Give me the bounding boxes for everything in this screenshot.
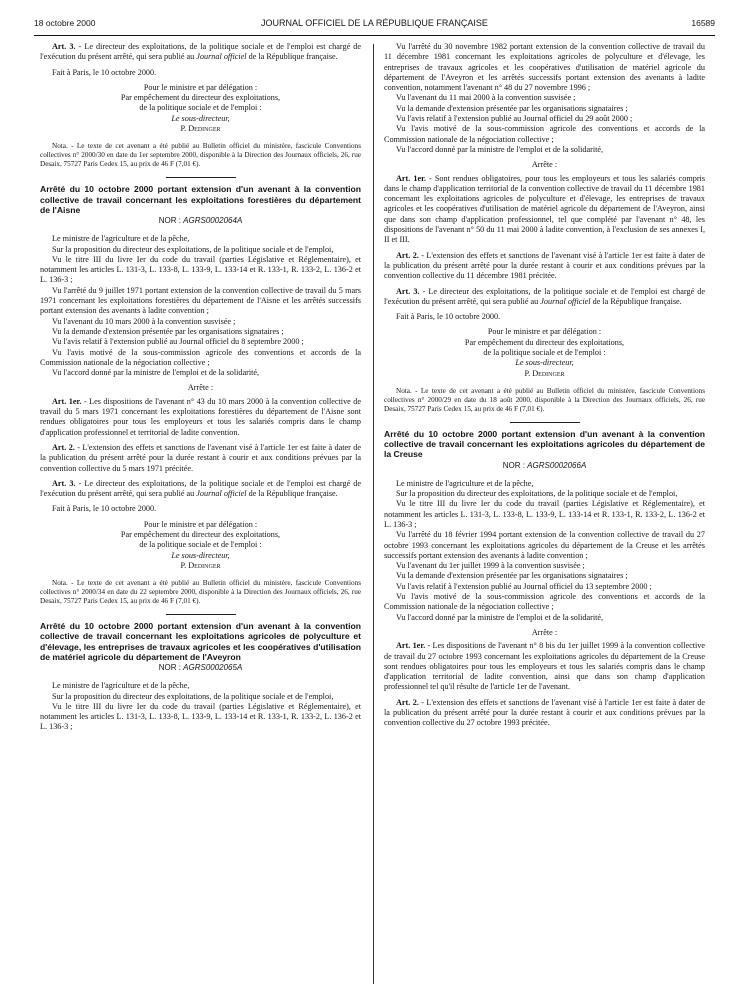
visa-paragraph: Le ministre de l'agriculture et de la pêche, [52, 234, 190, 244]
article-1-paragraph: Art. 1er. - Sont rendues obligatoires, pour tous les employeurs et tous les salariés compris dans le champ d'application territorial de la convention collective de travail du 11 décembre 1981 concernant les exploitations agricoles de polyculture et d'élevage, les entreprises de travaux agricoles et les coopératives d'utilisation de matériel agricole du département de l'Aveyron, ainsi que dans son champ d'application professionnel, tel que complété par l'avenant n° 48, les dispositions de l'avenant n° 50 du 11 mai 2000 à ladite convention, à l'exclusion de ses annexes I, II et III. [384, 173, 706, 245]
signature-name: P. Dedinger [180, 124, 221, 134]
visa-paragraph: Vu la demande d'extension présentée par les organisations signataires ; [396, 103, 628, 113]
journal-title: JOURNAL OFFICIEL DE LA RÉPUBLIQUE FRANÇAISE [261, 18, 488, 28]
arrete-heading: Arrête : [187, 383, 214, 393]
visa-paragraph: Vu la demande d'extension présentée par les organisations signataires ; [396, 571, 628, 581]
article-1-paragraph: Art. 1er. - Les dispositions de l'avenant n° 43 du 10 mars 2000 à la convention collective de travail du 5 mars 1971 concernant les exploitations forestières du département de l'Aisne sont rendues obligatoires pour tous les employeurs et tous les salariés compris dans le champ d'application professionnel et territorial de ladite convention. [40, 396, 361, 437]
visa-paragraph: Vu l'arrêté du 18 février 1994 portant extension de la convention collective de travail du 27 octobre 1993 concernant les exploitations agricoles du département de la Creuse et les arrêtés successifs portant extension des avenants à ladite convention ; [384, 530, 705, 560]
visa-paragraph: Vu l'avenant du 1er juillet 1999 à la convention susvisée ; [396, 561, 585, 571]
visa-paragraph: Vu l'arrêté du 30 novembre 1982 portant extension de la convention collective de travail du 11 décembre 1981 concernant les exploitations agricoles de polyculture et d'élevage, les entreprises de travaux agricoles et les coopératives d'utilisation de matériel agricole du département de l'Aveyron et les arrêtés successifs portant extension des avenants à ladite convention, notamment l'avenant n° 48 du 27 novembre 1996 ; [384, 42, 705, 93]
visa-paragraph: Vu l'avenant du 11 mai 2000 à la convention susvisée ; [396, 93, 576, 103]
nor-reference: NOR : AGRS0002064A [158, 215, 243, 225]
section-separator [510, 422, 580, 423]
article-2-paragraph: Art. 2. - L'extension des effets et sanctions de l'avenant visé à l'article 1er est faite à dater de la publication du présent arrêté pour la durée restant à courir et aux conditions prévues par la convention collective du 11 décembre 1981 précitée. [384, 250, 705, 281]
column-divider [373, 44, 374, 984]
visa-paragraph: Sur la proposition du directeur des exploitations, de la politique sociale et de l'emploi, [52, 244, 334, 254]
arrete-heading: Arrête : [531, 627, 558, 637]
nor-reference: NOR : AGRS0002065A [158, 663, 243, 672]
signature-line: Pour le ministre et par délégation : [143, 519, 258, 529]
page-number: 16589 [691, 18, 715, 28]
arrete-heading: Arrête : [531, 160, 558, 170]
decree-title: Arrêté du 10 octobre 2000 portant extension d'un avenant à la convention collective de travail concernant les exploitations forestières du département de l'Aisne [40, 184, 361, 215]
section-separator [166, 614, 236, 615]
visa-paragraph: Le ministre de l'agriculture et de la pêche, [396, 478, 534, 488]
visa-paragraph: Vu l'avis relatif à l'extension publié au Journal officiel du 8 septembre 2000 ; [52, 337, 304, 347]
visa-paragraph: Vu l'avis relatif à l'extension publié au Journal officiel du 13 septembre 2000 ; [396, 581, 652, 591]
article-3-paragraph: Art. 3. - Le directeur des exploitations, de la politique sociale et de l'emploi est chargé de l'exécution du présent arrêté, qui sera publié au Journal officiel de la République française. [40, 42, 361, 62]
header-date: 18 octobre 2000 [34, 18, 96, 28]
visa-paragraph: Vu l'avis motivé de la sous-commission agricole des conventions et accords de la Commission nationale de la négociation collective ; [384, 124, 705, 144]
visa-paragraph: Vu l'accord donné par la ministre de l'emploi et de la solidarité, [52, 368, 260, 378]
nota-paragraph: Nota. - Le texte de cet avenant a été publié au Bulletin officiel du ministère, fascicule Conventions collectives n° 2000/29 en date du 18 août 2000, disponible à la Direction des Journaux officiels, 26, rue Desaix, 75727 Paris Cedex 15, au prix de 46 F (7,01 €). [384, 386, 705, 413]
visa-paragraph: Vu l'avis motivé de la sous-commission agricole des conventions et accords de la Commission nationale de la négociation collective ; [40, 347, 361, 367]
visa-list [40, 234, 361, 378]
visa-paragraph: Vu la demande d'extension présentée par les organisations signataires ; [52, 326, 284, 336]
visa-paragraph: Vu l'arrêté du 9 juillet 1971 portant extension de la convention collective de travail du 5 mars 1971 concernant les exploitations forestières du département de l'Aisne et les arrêtés successifs portant extension des avenants à ladite convention ; [40, 285, 361, 316]
fait-a-paris: Fait à Paris, le 10 octobre 2000. [52, 504, 157, 514]
signature-line: de la politique sociale et de l'emploi : [139, 540, 262, 550]
signature-role: Le sous-directeur, [171, 550, 230, 560]
page-header [34, 18, 715, 34]
visa-paragraph: Vu le titre III du livre Ier du code du travail (parties Législative et Réglementaire), et notamment les articles L. 131-3, L. 133-8, L. 133-9, L. 133-14 et R. 133-1, R. 133-2, L. 136-2 et L. 136-3 ; [40, 254, 361, 285]
signature-line: de la politique sociale et de l'emploi : [139, 103, 262, 113]
article-2-paragraph: Art. 2. - L'extension des effets et sanctions de l'avenant visé à l'article 1er est faite à dater de la publication du présent arrêté pour la durée restant à courir et aux conditions prévues par la convention collective du 5 mars 1971 précitée. [40, 442, 361, 473]
signature-name: P. Dedinger [180, 560, 221, 570]
visa-paragraph: Vu l'avis motivé de la sous-commission agricole des conventions et accords de la Commission nationale de la négociation collective ; [384, 592, 705, 612]
right-column [384, 42, 705, 729]
signature-line: Pour le ministre et par délégation : [487, 327, 602, 337]
visa-paragraph: Vu le titre III du livre Ier du code du travail (parties Législative et Réglementaire), et notamment les articles L. 131-3, L. 133-8, L. 133-9, L. 133-14 et R. 133-1, R. 133-2, L. 136-2 et L. 136-3 ; [40, 701, 361, 732]
article-2-paragraph: Art. 2. - L'extension des effets et sanctions de l'avenant visé à l'article 1er est faite à dater de la publication du présent arrêté pour la durée restant à courir et aux conditions prévues par la convention collective du 27 octobre 1993 précitée. [384, 697, 705, 728]
decree-title: Arrêté du 10 octobre 2000 portant extension d'un avenant à la convention collective de travail concernant les exploitations agricoles de polyculture et d'élevage, les entreprises de travaux agricoles et les coopératives d'utilisation de matériel agricole du département de l'Aveyron [40, 621, 361, 662]
article-3-paragraph: Art. 3. - Le directeur des exploitations, de la politique sociale et de l'emploi est chargé de l'exécution du présent arrêté, qui sera publié au Journal officiel de la République française. [40, 478, 361, 499]
section-separator [166, 177, 236, 178]
visa-paragraph: Vu l'avenant du 10 mars 2000 à la convention susvisée ; [52, 316, 236, 326]
visa-paragraph: Le ministre de l'agriculture et de la pêche, [52, 681, 190, 691]
decree-title: Arrêté du 10 octobre 2000 portant extension d'un avenant à la convention collective de travail concernant les exploitations agricoles du département de la Creuse [384, 428, 705, 460]
signature-line: Par empêchement du directeur des exploitations, [120, 93, 281, 103]
visa-paragraph: Sur la proposition du directeur des exploitations, de la politique sociale et de l'emploi, [396, 489, 678, 499]
visa-paragraph: Vu l'accord donné par la ministre de l'emploi et de la solidarité, [396, 612, 604, 622]
signature-line: Pour le ministre et par délégation : [143, 82, 258, 92]
visa-paragraph: Sur la proposition du directeur des exploitations, de la politique sociale et de l'emploi, [52, 691, 334, 701]
signature-role: Le sous-directeur, [171, 113, 230, 123]
nota-paragraph: Nota. - Le texte de cet avenant a été publié au Bulletin officiel du ministère, fascicule Conventions collectives n° 2000/34 en date du 22 septembre 2000, disponible à la Direction des Journaux officiels, 26, rue Desaix, 75727 Paris Cedex 15, au prix de 46 F (7,01 €). [40, 579, 361, 606]
article-1-paragraph: Art. 1er. - Les dispositions de l'avenant n° 8 bis du 1er juillet 1999 à la convention collective de travail du 27 octobre 1993 concernant les exploitations agricoles du département de la Creuse sont rendues obligatoires pour tous les employeurs et tous les salariés compris dans le champ d'application territorial de ladite convention, ainsi que dans son champ d'application professionnel tel qu'il résulte de l'article 1er de l'avenant. [384, 641, 705, 692]
fait-a-paris: Fait à Paris, le 10 octobre 2000. [52, 67, 157, 77]
signature-line: de la politique sociale et de l'emploi : [483, 348, 606, 358]
left-column [40, 42, 361, 733]
nor-reference: NOR : AGRS0002066A [502, 460, 587, 470]
visa-paragraph: Vu le titre III du livre Ier du code du travail (parties Législative et Réglementaire), et notamment les articles L. 131-3, L. 133-8, L. 133-9, L. 133-14 et R. 133-1, R. 133-2, L. 136-2 et L. 136-3 ; [384, 499, 705, 529]
signature-line: Par empêchement du directeur des exploitations, [464, 337, 625, 347]
visa-paragraph: Vu l'accord donné par la ministre de l'emploi et de la solidarité, [396, 144, 604, 154]
header-rule [34, 35, 715, 36]
fait-a-paris: Fait à Paris, le 10 octobre 2000. [396, 312, 501, 322]
signature-role: Le sous-directeur, [515, 358, 574, 368]
article-3-paragraph: Art. 3. - Le directeur des exploitations, de la politique sociale et de l'emploi est chargé de l'exécution du présent arrêté, qui sera publié au Journal officiel de la République française. [384, 286, 705, 306]
visa-paragraph: Vu l'avis relatif à l'extension publié au Journal officiel du 29 août 2000 ; [396, 114, 633, 124]
signature-name: P. Dedinger [524, 368, 565, 378]
signature-line: Par empêchement du directeur des exploitations, [120, 530, 281, 539]
nota-paragraph: Nota. - Le texte de cet avenant a été publié au Bulletin officiel du ministère, fascicule Conventions collectives n° 2000/30 en date du 1er septembre 2000, disponible à la Direction des Journaux officiels, 26, rue Desaix, 75727 Paris Cedex 15, au prix de 46 F (7,01 €). [40, 142, 361, 169]
